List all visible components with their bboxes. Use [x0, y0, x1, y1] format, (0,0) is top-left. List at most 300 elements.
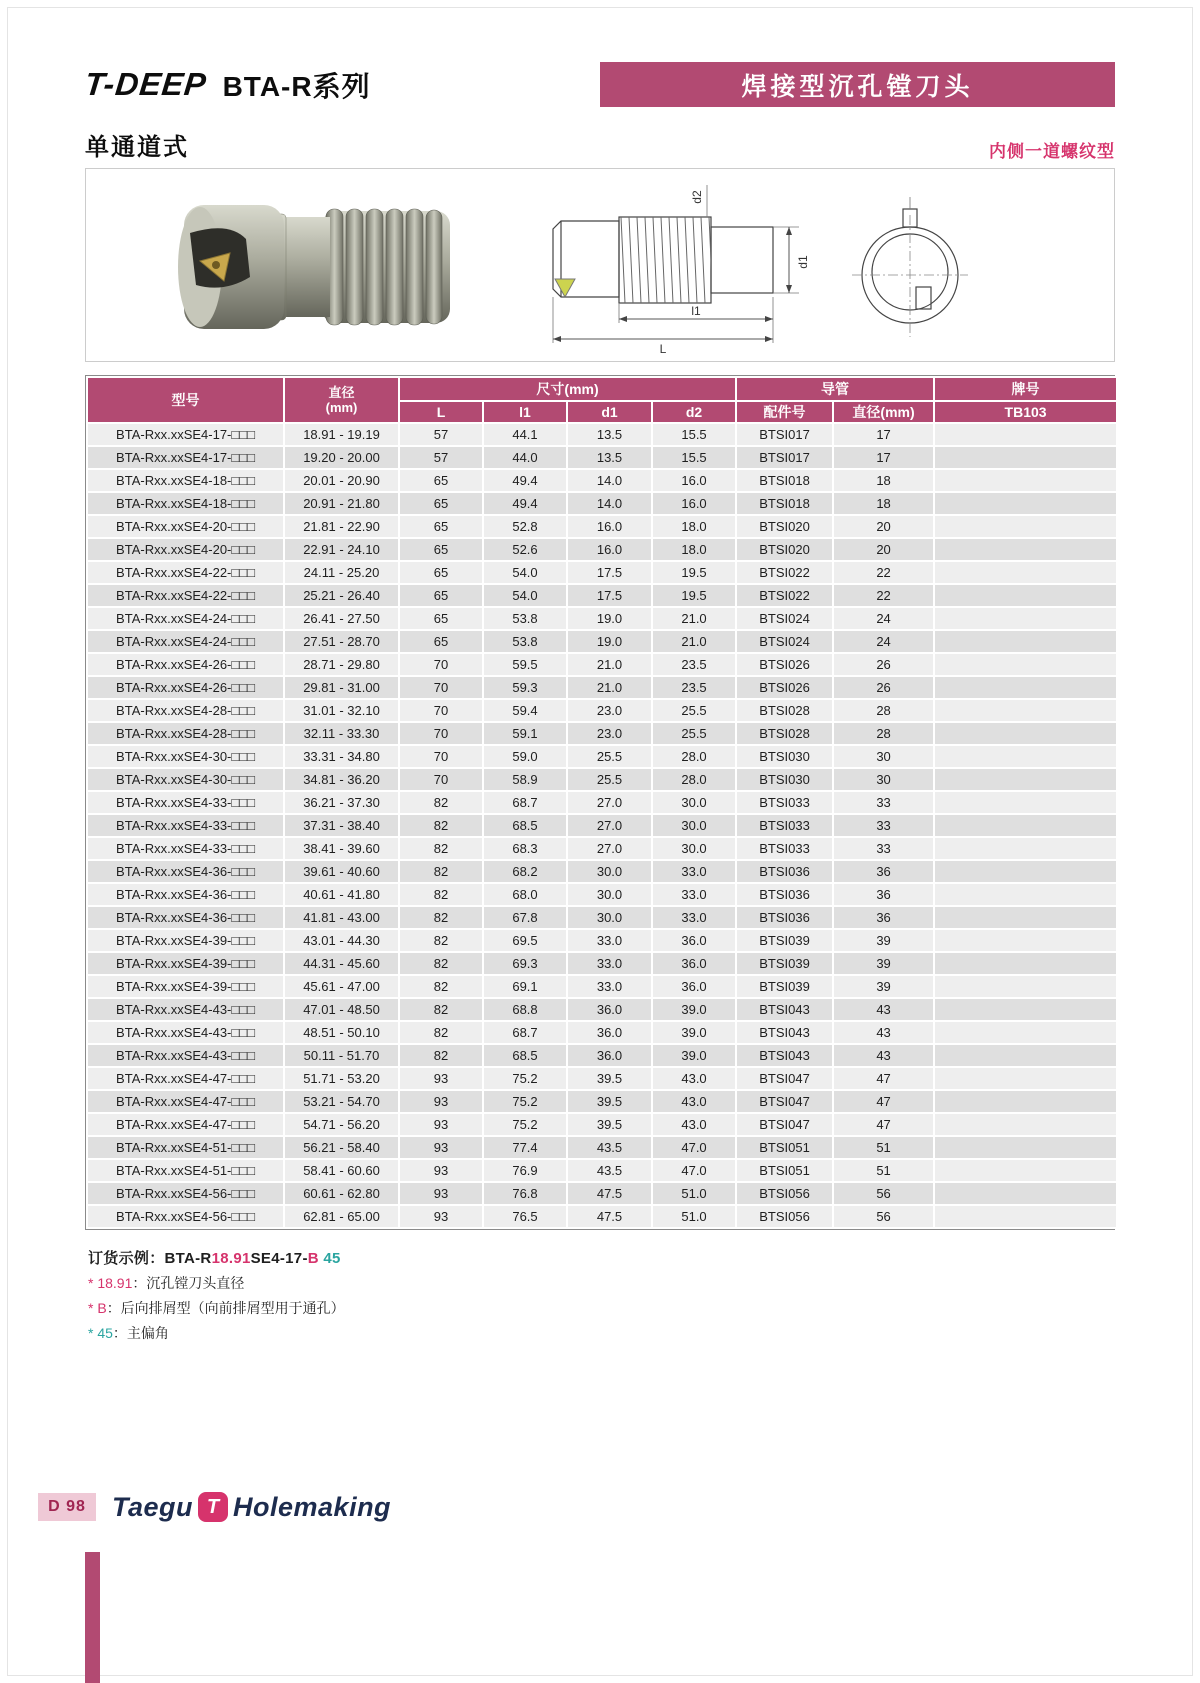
table-cell: 70: [399, 722, 483, 745]
table-cell: [934, 1113, 1117, 1136]
table-cell: 68.8: [483, 998, 567, 1021]
table-cell: BTSI039: [736, 975, 833, 998]
table-cell: 93: [399, 1136, 483, 1159]
table-cell: 68.0: [483, 883, 567, 906]
table-cell: [934, 1021, 1117, 1044]
table-cell: 18.91 - 19.19: [284, 423, 399, 446]
table-cell: BTSI028: [736, 699, 833, 722]
table-cell: BTSI022: [736, 561, 833, 584]
table-cell: 25.5: [652, 722, 736, 745]
table-cell: 36: [833, 906, 934, 929]
table-cell: 93: [399, 1113, 483, 1136]
table-cell: BTSI020: [736, 515, 833, 538]
table-cell: [934, 676, 1117, 699]
table-cell: 43: [833, 1044, 934, 1067]
table-cell: BTSI036: [736, 883, 833, 906]
table-cell: 52.6: [483, 538, 567, 561]
table-cell: 54.0: [483, 561, 567, 584]
page-number: D 98: [38, 1493, 96, 1521]
note-text: ：主偏角: [112, 1325, 169, 1341]
model-cell: BTA-Rxx.xxSE4-28-□□□: [87, 722, 284, 745]
table-cell: BTSI024: [736, 630, 833, 653]
table-row: [87, 561, 1117, 584]
spec-table-wrap: [85, 375, 1115, 1230]
table-cell: 58.9: [483, 768, 567, 791]
table-cell: 93: [399, 1159, 483, 1182]
table-cell: 43.5: [567, 1136, 652, 1159]
table-cell: 30.0: [652, 837, 736, 860]
table-cell: BTSI030: [736, 745, 833, 768]
table-cell: 16.0: [652, 492, 736, 515]
table-cell: 47: [833, 1090, 934, 1113]
table-cell: 26.41 - 27.50: [284, 607, 399, 630]
side-view-svg: [531, 177, 831, 355]
logo-text-taegu: Taegu: [112, 1491, 194, 1522]
table-cell: 27.0: [567, 791, 652, 814]
table-row: [87, 768, 1117, 791]
table-row: [87, 630, 1117, 653]
table-cell: 69.3: [483, 952, 567, 975]
model-cell: BTA-Rxx.xxSE4-26-□□□: [87, 653, 284, 676]
table-cell: 70: [399, 768, 483, 791]
col-header-L: L: [399, 401, 483, 423]
table-cell: 21.0: [652, 630, 736, 653]
table-cell: 65: [399, 492, 483, 515]
notes-list: [88, 1273, 345, 1343]
bottom-accent-bar: [85, 1552, 100, 1683]
table-cell: 70: [399, 745, 483, 768]
col-group-guide: 导管: [736, 377, 934, 401]
table-cell: 28.71 - 29.80: [284, 653, 399, 676]
table-cell: [934, 630, 1117, 653]
table-cell: [934, 791, 1117, 814]
table-cell: 59.0: [483, 745, 567, 768]
table-cell: BTSI022: [736, 584, 833, 607]
note-bullet: *: [88, 1325, 98, 1341]
table-cell: 33.0: [567, 975, 652, 998]
table-cell: 68.5: [483, 1044, 567, 1067]
table-cell: 53.21 - 54.70: [284, 1090, 399, 1113]
table-cell: 21.0: [567, 653, 652, 676]
table-cell: 47.01 - 48.50: [284, 998, 399, 1021]
table-cell: 14.0: [567, 469, 652, 492]
table-cell: 43: [833, 1021, 934, 1044]
table-cell: 23.0: [567, 722, 652, 745]
table-cell: 38.41 - 39.60: [284, 837, 399, 860]
logo-text-holemaking: Holemaking: [233, 1491, 392, 1522]
table-cell: BTSI051: [736, 1136, 833, 1159]
table-cell: 36.0: [567, 1021, 652, 1044]
header-banner: [85, 62, 1115, 107]
model-cell: BTA-Rxx.xxSE4-30-□□□: [87, 768, 284, 791]
table-row: [87, 929, 1117, 952]
table-cell: 47.0: [652, 1136, 736, 1159]
table-cell: 32.11 - 33.30: [284, 722, 399, 745]
table-cell: 48.51 - 50.10: [284, 1021, 399, 1044]
table-row: [87, 492, 1117, 515]
table-cell: [934, 906, 1117, 929]
model-cell: BTA-Rxx.xxSE4-30-□□□: [87, 745, 284, 768]
dim-label-d1: d1: [796, 255, 810, 269]
table-cell: 65: [399, 630, 483, 653]
table-cell: 53.8: [483, 607, 567, 630]
table-cell: 30.0: [567, 883, 652, 906]
table-cell: 57: [399, 446, 483, 469]
table-cell: 36.0: [652, 929, 736, 952]
table-cell: 67.8: [483, 906, 567, 929]
table-cell: 33.0: [567, 929, 652, 952]
table-cell: [934, 1205, 1117, 1228]
table-cell: 82: [399, 883, 483, 906]
table-cell: 37.31 - 38.40: [284, 814, 399, 837]
col-header-l1: l1: [483, 401, 567, 423]
table-row: [87, 952, 1117, 975]
table-cell: 70: [399, 676, 483, 699]
model-cell: BTA-Rxx.xxSE4-36-□□□: [87, 860, 284, 883]
table-cell: 49.4: [483, 492, 567, 515]
order-example: [88, 1247, 345, 1268]
table-cell: 51: [833, 1136, 934, 1159]
table-cell: 34.81 - 36.20: [284, 768, 399, 791]
table-cell: 59.3: [483, 676, 567, 699]
model-cell: BTA-Rxx.xxSE4-33-□□□: [87, 814, 284, 837]
table-cell: 52.8: [483, 515, 567, 538]
table-cell: 25.5: [567, 745, 652, 768]
table-cell: 69.5: [483, 929, 567, 952]
table-cell: 43.01 - 44.30: [284, 929, 399, 952]
model-cell: BTA-Rxx.xxSE4-51-□□□: [87, 1136, 284, 1159]
table-cell: 17.5: [567, 584, 652, 607]
table-cell: 47.5: [567, 1182, 652, 1205]
model-cell: BTA-Rxx.xxSE4-51-□□□: [87, 1159, 284, 1182]
table-cell: 82: [399, 814, 483, 837]
table-cell: [934, 561, 1117, 584]
table-cell: 33.31 - 34.80: [284, 745, 399, 768]
model-cell: BTA-Rxx.xxSE4-43-□□□: [87, 1021, 284, 1044]
table-cell: BTSI047: [736, 1113, 833, 1136]
note-key: B: [97, 1300, 107, 1316]
table-cell: 56: [833, 1205, 934, 1228]
table-cell: 43: [833, 998, 934, 1021]
table-cell: BTSI030: [736, 768, 833, 791]
order-example-part: 45: [318, 1250, 341, 1267]
table-cell: 43.0: [652, 1090, 736, 1113]
table-cell: 19.5: [652, 584, 736, 607]
table-row: [87, 1090, 1117, 1113]
table-cell: 76.8: [483, 1182, 567, 1205]
model-cell: BTA-Rxx.xxSE4-39-□□□: [87, 952, 284, 975]
table-cell: 30: [833, 745, 934, 768]
note-bullet: *: [88, 1275, 98, 1291]
table-cell: BTSI026: [736, 653, 833, 676]
model-cell: BTA-Rxx.xxSE4-47-□□□: [87, 1113, 284, 1136]
model-cell: BTA-Rxx.xxSE4-18-□□□: [87, 469, 284, 492]
order-example-label: 订货示例：: [88, 1250, 165, 1267]
table-cell: 33.0: [652, 906, 736, 929]
table-cell: 43.0: [652, 1067, 736, 1090]
table-cell: 28.0: [652, 745, 736, 768]
model-cell: BTA-Rxx.xxSE4-20-□□□: [87, 538, 284, 561]
col-header-model: 型号: [87, 377, 284, 423]
model-cell: BTA-Rxx.xxSE4-56-□□□: [87, 1205, 284, 1228]
table-cell: 26: [833, 653, 934, 676]
spec-table-body: [87, 423, 1117, 1228]
table-cell: 39: [833, 952, 934, 975]
table-cell: 43.5: [567, 1159, 652, 1182]
table-cell: [934, 814, 1117, 837]
table-row: [87, 814, 1117, 837]
table-cell: 16.0: [567, 515, 652, 538]
table-cell: 68.7: [483, 791, 567, 814]
notes: [88, 1247, 345, 1343]
table-cell: 93: [399, 1182, 483, 1205]
table-cell: 93: [399, 1090, 483, 1113]
model-cell: BTA-Rxx.xxSE4-47-□□□: [87, 1067, 284, 1090]
front-view-svg: [846, 185, 976, 347]
model-cell: BTA-Rxx.xxSE4-39-□□□: [87, 929, 284, 952]
table-cell: 30.0: [652, 814, 736, 837]
col-header-d1: d1: [567, 401, 652, 423]
model-cell: BTA-Rxx.xxSE4-36-□□□: [87, 883, 284, 906]
table-row: [87, 469, 1117, 492]
table-row: [87, 1044, 1117, 1067]
note-item: [88, 1273, 345, 1293]
table-cell: 51: [833, 1159, 934, 1182]
table-cell: [934, 975, 1117, 998]
table-cell: 39.5: [567, 1090, 652, 1113]
table-cell: 16.0: [567, 538, 652, 561]
table-cell: BTSI043: [736, 998, 833, 1021]
table-cell: BTSI026: [736, 676, 833, 699]
table-cell: 36.21 - 37.30: [284, 791, 399, 814]
col-group-dimensions: 尺寸(mm): [399, 377, 736, 401]
note-text: ：沉孔镗刀头直径: [132, 1275, 245, 1291]
taegu-t-icon: T: [198, 1492, 228, 1522]
table-cell: 82: [399, 929, 483, 952]
table-row: [87, 607, 1117, 630]
table-cell: [934, 1136, 1117, 1159]
table-cell: BTSI033: [736, 791, 833, 814]
table-cell: 26: [833, 676, 934, 699]
company-logo: [112, 1489, 391, 1525]
table-cell: [934, 699, 1117, 722]
model-cell: BTA-Rxx.xxSE4-20-□□□: [87, 515, 284, 538]
model-cell: BTA-Rxx.xxSE4-17-□□□: [87, 446, 284, 469]
table-cell: BTSI024: [736, 607, 833, 630]
section-header: [85, 127, 1115, 162]
table-cell: 25.5: [567, 768, 652, 791]
table-cell: 14.0: [567, 492, 652, 515]
table-cell: 60.61 - 62.80: [284, 1182, 399, 1205]
col-header-grade: 牌号: [934, 377, 1117, 401]
table-cell: 82: [399, 837, 483, 860]
table-row: [87, 515, 1117, 538]
note-key: 18.91: [97, 1275, 133, 1291]
table-cell: 65: [399, 561, 483, 584]
table-row: [87, 653, 1117, 676]
model-cell: BTA-Rxx.xxSE4-22-□□□: [87, 561, 284, 584]
product-photo: [154, 181, 464, 356]
table-cell: [934, 837, 1117, 860]
figure-box: [85, 168, 1115, 362]
table-cell: 30: [833, 768, 934, 791]
table-cell: [934, 1044, 1117, 1067]
table-cell: 28: [833, 699, 934, 722]
table-cell: [934, 538, 1117, 561]
table-cell: 20: [833, 515, 934, 538]
table-cell: 70: [399, 653, 483, 676]
note-bullet: *: [88, 1300, 98, 1316]
table-cell: 30.0: [567, 860, 652, 883]
table-cell: [934, 768, 1117, 791]
table-cell: 65: [399, 584, 483, 607]
table-cell: 82: [399, 906, 483, 929]
table-cell: [934, 883, 1117, 906]
table-cell: [934, 653, 1117, 676]
table-row: [87, 837, 1117, 860]
table-cell: [934, 584, 1117, 607]
table-cell: [934, 929, 1117, 952]
table-cell: 24: [833, 630, 934, 653]
table-cell: [934, 745, 1117, 768]
table-cell: 40.61 - 41.80: [284, 883, 399, 906]
table-cell: BTSI028: [736, 722, 833, 745]
table-cell: 13.5: [567, 423, 652, 446]
table-row: [87, 1182, 1117, 1205]
table-cell: BTSI033: [736, 837, 833, 860]
table-row: [87, 1136, 1117, 1159]
table-cell: 25.5: [652, 699, 736, 722]
col-header-part-no: 配件号: [736, 401, 833, 423]
table-cell: BTSI036: [736, 860, 833, 883]
table-cell: 13.5: [567, 446, 652, 469]
table-cell: 22: [833, 584, 934, 607]
table-cell: 33: [833, 837, 934, 860]
spec-table: [86, 376, 1118, 1229]
table-cell: 53.8: [483, 630, 567, 653]
col-header-grade-value: TB103: [934, 401, 1117, 423]
table-cell: 44.1: [483, 423, 567, 446]
table-cell: [934, 607, 1117, 630]
table-cell: 51.71 - 53.20: [284, 1067, 399, 1090]
table-cell: 29.81 - 31.00: [284, 676, 399, 699]
table-row: [87, 1159, 1117, 1182]
table-cell: 19.20 - 20.00: [284, 446, 399, 469]
table-cell: 28: [833, 722, 934, 745]
table-cell: 17: [833, 446, 934, 469]
spec-table-head: [87, 377, 1117, 423]
table-cell: BTSI017: [736, 423, 833, 446]
section-title: 单通道式: [85, 134, 189, 161]
table-cell: 82: [399, 1021, 483, 1044]
table-cell: [934, 952, 1117, 975]
table-cell: BTSI036: [736, 906, 833, 929]
table-row: [87, 699, 1117, 722]
table-cell: [934, 860, 1117, 883]
table-row: [87, 975, 1117, 998]
table-cell: BTSI018: [736, 469, 833, 492]
table-cell: 69.1: [483, 975, 567, 998]
table-row: [87, 722, 1117, 745]
product-title: 焊接型沉孔镗刀头: [741, 72, 974, 101]
dim-label-l1: l1: [691, 304, 701, 318]
table-cell: [934, 423, 1117, 446]
note-item: [88, 1298, 345, 1318]
table-cell: 19.0: [567, 630, 652, 653]
table-cell: 36.0: [567, 1044, 652, 1067]
table-cell: 15.5: [652, 423, 736, 446]
col-header-diameter-line2: (mm): [325, 400, 358, 415]
table-cell: 21.0: [567, 676, 652, 699]
table-cell: [934, 1090, 1117, 1113]
table-cell: 33.0: [652, 860, 736, 883]
series-title: BTA-R系列: [222, 70, 371, 102]
table-cell: 33.0: [652, 883, 736, 906]
model-cell: BTA-Rxx.xxSE4-24-□□□: [87, 607, 284, 630]
table-cell: 41.81 - 43.00: [284, 906, 399, 929]
table-cell: 82: [399, 1044, 483, 1067]
model-cell: BTA-Rxx.xxSE4-56-□□□: [87, 1182, 284, 1205]
table-cell: 47.5: [567, 1205, 652, 1228]
footer: [0, 1489, 1200, 1529]
model-cell: BTA-Rxx.xxSE4-39-□□□: [87, 975, 284, 998]
table-cell: BTSI051: [736, 1159, 833, 1182]
table-cell: 21.0: [652, 607, 736, 630]
table-cell: 59.4: [483, 699, 567, 722]
table-cell: 82: [399, 791, 483, 814]
table-cell: 59.1: [483, 722, 567, 745]
table-cell: 33: [833, 791, 934, 814]
table-cell: 23.0: [567, 699, 652, 722]
table-cell: [934, 446, 1117, 469]
product-title-bar: [600, 62, 1115, 107]
table-cell: 18.0: [652, 515, 736, 538]
model-cell: BTA-Rxx.xxSE4-18-□□□: [87, 492, 284, 515]
model-cell: BTA-Rxx.xxSE4-43-□□□: [87, 1044, 284, 1067]
table-cell: 27.0: [567, 814, 652, 837]
table-row: [87, 538, 1117, 561]
order-example-part: BTA-R: [164, 1250, 212, 1267]
table-cell: 36: [833, 883, 934, 906]
order-example-part: SE4-17-: [250, 1250, 308, 1267]
table-row: [87, 860, 1117, 883]
model-cell: BTA-Rxx.xxSE4-22-□□□: [87, 584, 284, 607]
table-cell: 75.2: [483, 1113, 567, 1136]
note-text: ：后向排屑型（向前排屑型用于通孔）: [106, 1300, 345, 1316]
note-key: 45: [97, 1325, 113, 1341]
table-cell: 33.0: [567, 952, 652, 975]
table-cell: 24: [833, 607, 934, 630]
table-cell: 39: [833, 975, 934, 998]
table-cell: 16.0: [652, 469, 736, 492]
table-cell: 62.81 - 65.00: [284, 1205, 399, 1228]
table-cell: 17: [833, 423, 934, 446]
table-cell: 30.0: [567, 906, 652, 929]
col-header-diameter: [284, 377, 399, 423]
table-cell: 47.0: [652, 1159, 736, 1182]
table-row: [87, 998, 1117, 1021]
table-cell: BTSI020: [736, 538, 833, 561]
order-example-part: B: [307, 1250, 319, 1267]
table-cell: 15.5: [652, 446, 736, 469]
table-cell: 18: [833, 469, 934, 492]
table-cell: 68.3: [483, 837, 567, 860]
table-row: [87, 584, 1117, 607]
table-cell: 39.0: [652, 998, 736, 1021]
table-cell: 23.5: [652, 676, 736, 699]
table-cell: 47: [833, 1113, 934, 1136]
table-cell: 82: [399, 860, 483, 883]
